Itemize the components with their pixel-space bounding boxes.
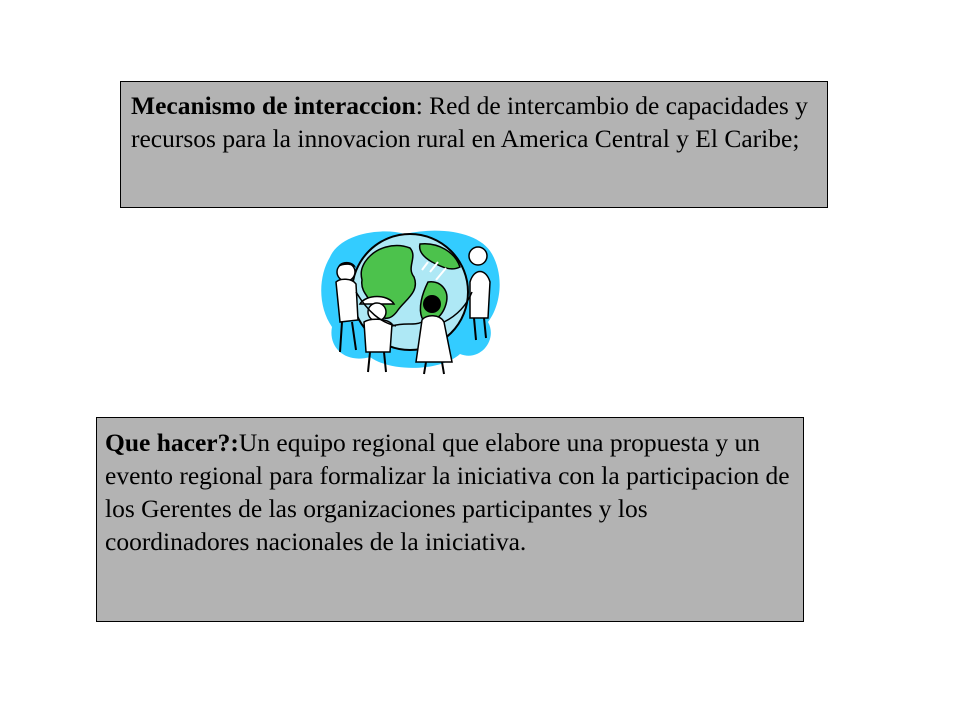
interaction-mechanism-text: : Red de intercambio de capacidades y recursos para la innovacion rural en America Central y El Caribe; xyxy=(131,91,808,154)
interaction-mechanism-label: Mecanismo de interaccion xyxy=(131,91,416,120)
interaction-mechanism-box xyxy=(120,81,828,208)
what-to-do-text: Un equipo regional que elabore una propuesta y un evento regional para formalizar la iniciativa con la participacion de los Gerentes de las organizaciones participantes y los coordinadores nacionales de la iniciativa. xyxy=(105,428,790,557)
what-to-do-box xyxy=(96,417,804,622)
globe-people-holding-hands-icon xyxy=(310,222,510,382)
what-to-do-label: Que hacer?: xyxy=(105,428,239,457)
